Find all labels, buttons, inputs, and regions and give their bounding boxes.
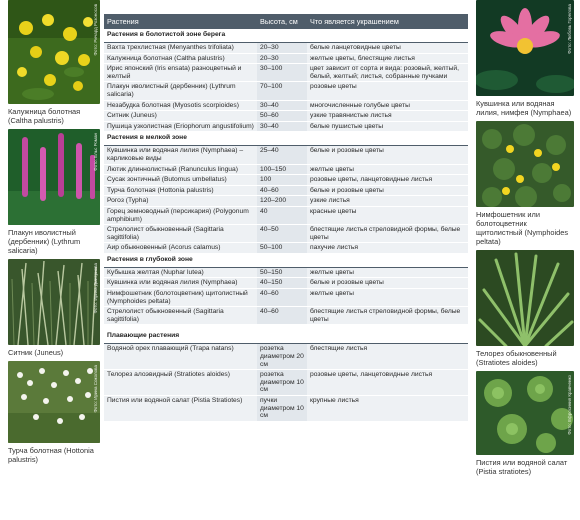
- header-decoration: Что является украшением: [307, 14, 468, 29]
- header-height: Высота, см: [257, 14, 307, 29]
- section-heading: Растения в глубокой зоне: [104, 253, 468, 267]
- table-row: Ирис японский (Iris ensata) разноцветный и желтый 30–100 цвет зависит от сорта и вида: розовый, желтый, белый, желтый; листья, собранные пучками: [104, 64, 468, 82]
- table-row: Кувшинка или водяная лилия (Nymphaea) – карликовые виды 25–40 белые и розовые цветы: [104, 146, 468, 164]
- caption-nymphoides: Нимфошетник или болотоцветник щитолистный (Nymphoides peltata): [476, 210, 569, 246]
- section-heading: Растения в болотистой зоне берега: [104, 29, 468, 43]
- photo-stratiotes: [476, 250, 574, 346]
- table-row: Рогоз (Typha) 120–200 узкие листья: [104, 196, 468, 207]
- caption-stratiotes: Телорез обыкновенный (Stratiotes aloides): [476, 349, 557, 367]
- water-violet-image: [8, 361, 100, 443]
- caption-lythrum: Плакун иволистный (дербенник) (Lythrum salicaria): [8, 228, 81, 255]
- photo-juncus: [8, 259, 100, 345]
- right-photo-column: [476, 0, 574, 480]
- table-row: Лютик длиннолистный (Ranunculus lingua) 100–150 желтые цветы: [104, 164, 468, 175]
- table-row: Горец земноводный (персикария) (Polygonum amphibium) 40 красные цветы: [104, 206, 468, 224]
- photo-nymphoides: [476, 121, 574, 207]
- table-row: Пистия или водяной салат (Pistia Stratiotes) пучки диаметром 10 см крупные листья: [104, 396, 468, 422]
- table-row: Ситник (Juneus) 50–60 узкие травянистые листья: [104, 111, 468, 122]
- photo-hottonia: [8, 361, 100, 443]
- water-lily-image: [476, 0, 574, 96]
- caption-nymphaea: Кувшинка или водяная лилия, нимфея (Nymphaea): [476, 99, 572, 117]
- caption-pistia: Пистия или водяной салат (Pistia stratiotes): [476, 458, 568, 476]
- table-row: Пушица узколистная (Eriophorum angustifolium) 30–40 белые пушистые цветы: [104, 121, 468, 132]
- table-row: Телорез алоэвидный (Stratiotes aloides) розетка диаметром 10 см розовые цветы, ланцетовидные листья: [104, 370, 468, 396]
- photo-credit: Фото: Ирина Дмитриева: [93, 263, 98, 314]
- photo-nymphaea: [476, 0, 574, 96]
- purple-loosestrife-image: [8, 129, 100, 225]
- photo-credit: Фото: Ельс Роман: [93, 133, 98, 171]
- section-heading: Растения в мелкой зоне: [104, 132, 468, 146]
- header-plants: Растения: [104, 14, 257, 29]
- photo-credit: Фото: Ричард Розоносов: [93, 4, 98, 56]
- table-row: Кувшинка или водяная лилия (Nymphaea) 40–150 белые и розовые цветы: [104, 278, 468, 289]
- photo-credit: Фото: Ирина Соколова: [93, 365, 98, 413]
- table-row: Вахта трехлистная (Menyanthes trifoliata) 20–30 белые ланцетовидные цветы: [104, 43, 468, 54]
- marsh-marigold-image: [8, 0, 100, 104]
- table-row: Сусак зонтичный (Butomus umbellatus) 100 розовые цветы, ланцетовидные листья: [104, 175, 468, 186]
- table-row: Турча болотная (Hottonia palustris) 40–60 белые и розовые цветы: [104, 185, 468, 196]
- water-soldier-image: [476, 250, 574, 346]
- table-row: Незабудка болотная (Myosotis scorpioides) 30–40 многочисленные голубые цветы: [104, 100, 468, 111]
- water-lettuce-image: [476, 371, 574, 455]
- photo-credit: Фото: Ефросиния Кравченко: [567, 375, 572, 435]
- photo-pistia: [476, 371, 574, 455]
- table-row: Водяной орех плавающий (Trapa natans) розетка диаметром 20 см блестящие листья: [104, 344, 468, 370]
- table-row: Стрелолист обыкновенный (Sagittaria sagittifolia) 40–60 блестящие листья стреловидной формы, белые цветы: [104, 307, 468, 325]
- plants-table: [104, 14, 468, 422]
- photo-lythrum: [8, 129, 100, 225]
- caption-caltha: Калужница болотная (Caltha palustris): [8, 107, 81, 125]
- photo-credit: Фото: Любовь Горелова: [567, 4, 572, 54]
- fringed-water-lily-image: [476, 121, 574, 207]
- photo-caltha: [8, 0, 100, 104]
- table-row: Калужница болотная (Caltha palustris) 20–30 желтые цветы, блестящие листья: [104, 53, 468, 64]
- table-row: Плакун иволистный (дербенник) (Lythrum salicaria) 70–100 розовые цветы: [104, 82, 468, 100]
- table-row: Нимфошетник (болотоцветник) щитолистный (Nymphoides peltata) 40–60 желтые цветы: [104, 289, 468, 307]
- caption-juncus: Ситник (Juneus): [8, 348, 64, 357]
- table-row: Кубышка желтая (Nuphar lutea) 50–150 желтые цветы: [104, 267, 468, 278]
- table-row: Стрелолист обыкновенный (Sagittaria sagittifolia) 40–50 блестящие листья стреловидной формы, белые цветы: [104, 225, 468, 243]
- table-header-row: [104, 14, 468, 29]
- rush-image: [8, 259, 100, 345]
- caption-hottonia: Турча болотная (Hottonia palustris): [8, 446, 94, 464]
- section-heading: Плавающие растения: [104, 330, 468, 344]
- table-row: Аир обыкновенный (Acorus calamus) 50–100 пахучие листья: [104, 243, 468, 254]
- left-photo-column: [8, 0, 100, 468]
